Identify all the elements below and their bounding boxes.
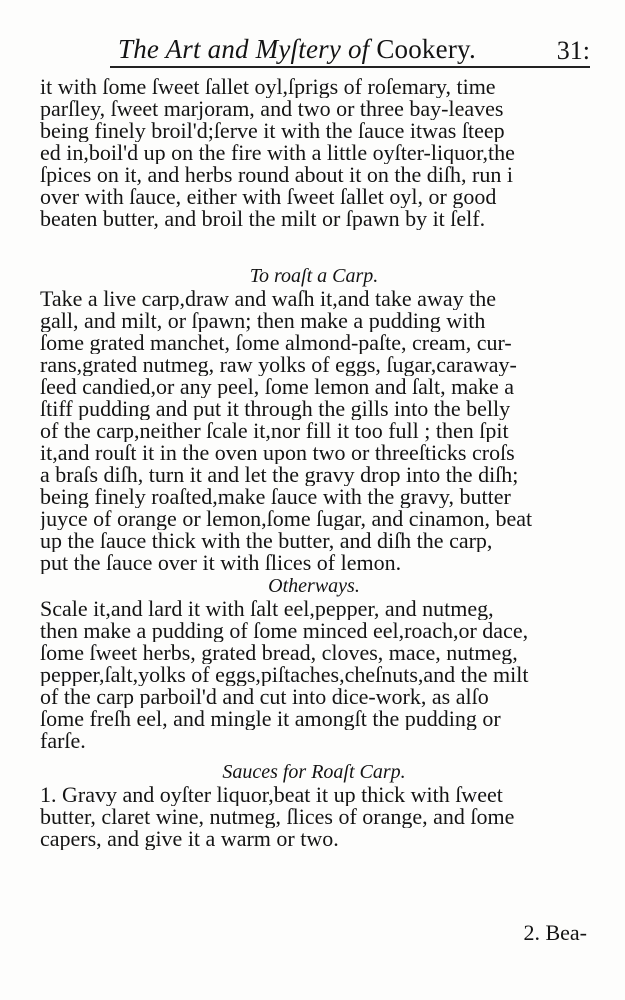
section-title: Sauces for Roaſt Carp. xyxy=(222,761,406,783)
section-title: To roaſt a Carp. xyxy=(249,265,379,287)
text-line: being finely roaſted,make ſauce with the gravy, butter xyxy=(40,486,511,508)
section-sauces xyxy=(40,760,588,850)
text-line: pepper,ſalt,yolks of eggs,piſtaches,cheſnuts,and the milt xyxy=(40,664,529,686)
text-line: rans,grated nutmeg, raw yolks of eggs, ſugar,caraway- xyxy=(40,354,517,376)
text-line: being finely broil'd;ſerve it with the ſauce itwas ſteep xyxy=(40,120,505,142)
section-title: Otherways. xyxy=(268,575,360,597)
text-line: up the ſauce thick with the butter, and diſh the carp, xyxy=(40,530,493,552)
running-head-roman: Cookery. xyxy=(376,34,476,64)
text-line: ſpices on it, and herbs round about it on the diſh, run i xyxy=(40,164,513,186)
text-line: beaten butter, and broil the milt or ſpawn by it ſelf. xyxy=(40,208,486,230)
text-line: Scale it,and lard it with ſalt eel,pepper, and nutmeg, xyxy=(40,598,494,620)
intro-paragraph xyxy=(40,76,588,230)
text-line: of the carp,neither ſcale it,nor fill it too full ; then ſpit xyxy=(40,420,509,442)
text-line: juyce of orange or lemon,ſome ſugar, and cinamon, beat xyxy=(40,508,533,530)
text-line: it with ſome ſweet ſallet oyl,ſprigs of roſemary, time xyxy=(40,76,496,98)
text-line: ſome ſweet herbs, grated bread, cloves, mace, nutmeg, xyxy=(40,642,518,664)
section-otherways xyxy=(40,574,588,752)
text-line: parſley, ſweet marjoram, and two or three bay-leaves xyxy=(40,98,504,120)
text-line: butter, claret wine, nutmeg, ſlices of orange, and ſome xyxy=(40,806,515,828)
text-line: ed in,boil'd up on the fire with a little oyſter-liquor,the xyxy=(40,142,515,164)
text-line: capers, and give it a warm or two. xyxy=(40,828,339,850)
text-line: farſe. xyxy=(40,730,86,752)
text-line: Take a live carp,draw and waſh it,and take away the xyxy=(40,288,496,310)
text-line: a braſs diſh, turn it and let the gravy drop into the diſh; xyxy=(40,464,519,486)
text-line: ſeed candied,or any peel, ſome lemon and ſalt, make a xyxy=(40,376,515,398)
text-line: put the ſauce over it with ſlices of lemon. xyxy=(40,552,402,574)
header-rule xyxy=(110,66,590,68)
text-line: then make a pudding of ſome minced eel,roach,or dace, xyxy=(40,620,529,642)
page-number: 31: xyxy=(556,36,590,65)
running-head xyxy=(118,34,476,65)
running-head-italic: The Art and Myſtery of xyxy=(118,34,377,64)
text-line: ſome grated manchet, ſome almond-paſte, cream, cur- xyxy=(40,332,512,354)
page-body xyxy=(40,76,588,850)
page-header xyxy=(110,30,590,70)
text-line: it,and rouſt it in the oven upon two or threeſticks croſs xyxy=(40,442,515,464)
text-line: over with ſauce, either with ſweet ſallet oyl, or good xyxy=(40,186,497,208)
text-line: ſtiff pudding and put it through the gills into the belly xyxy=(40,398,511,420)
catchword: 2. Bea- xyxy=(523,920,587,945)
text-line: ſome freſh eel, and mingle it amongſt the pudding or xyxy=(40,708,501,730)
section-roast-carp xyxy=(40,264,588,574)
text-line: gall, and milt, or ſpawn; then make a pudding with xyxy=(40,310,486,332)
text-line: 1. Gravy and oyſter liquor,beat it up thick with ſweet xyxy=(40,784,503,806)
text-line: of the carp parboil'd and cut into dice-work, as alſo xyxy=(40,686,489,708)
